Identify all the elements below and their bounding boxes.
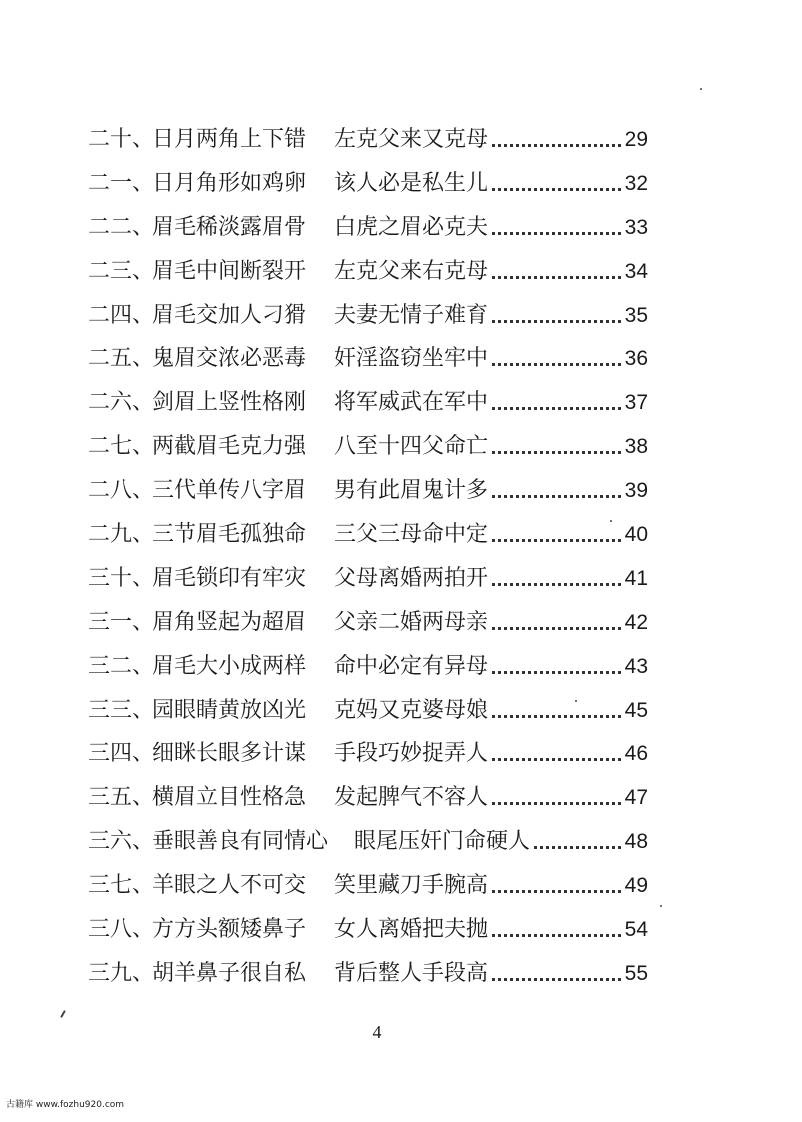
toc-entry[interactable] xyxy=(88,689,648,733)
entry-subtitle: 发起脾气不容人 xyxy=(334,785,489,811)
toc-entry[interactable] xyxy=(88,732,648,776)
entry-title: 三代单传八字眉 xyxy=(152,478,307,504)
dot-leader xyxy=(492,228,621,235)
entry-number: 三四、 xyxy=(88,741,155,767)
toc-entry[interactable] xyxy=(88,952,648,996)
entry-page-number: 38 xyxy=(624,435,648,459)
entry-page-number: 32 xyxy=(624,171,648,195)
toc-entry[interactable] xyxy=(88,469,648,513)
entry-number: 二十、 xyxy=(88,127,155,152)
entry-number: 二八、 xyxy=(88,478,155,504)
entry-title: 胡羊鼻子很自私 xyxy=(152,960,307,986)
entry-title: 眉毛交加人刁猾 xyxy=(152,302,307,328)
entry-number: 二九、 xyxy=(88,522,155,548)
dot-leader xyxy=(492,272,621,279)
dot-leader xyxy=(534,842,621,849)
dot-leader xyxy=(492,579,621,586)
toc-entry[interactable] xyxy=(88,820,648,864)
entry-title: 园眼睛黄放凶光 xyxy=(152,697,307,723)
dot-leader xyxy=(492,886,621,893)
entry-number: 三九、 xyxy=(88,960,155,986)
entry-page-number: 33 xyxy=(624,215,648,239)
toc-entry[interactable] xyxy=(88,381,648,425)
entry-page-number: 41 xyxy=(624,566,648,590)
entry-page-number: 36 xyxy=(624,347,648,371)
entry-subtitle: 八至十四父命亡 xyxy=(334,434,489,460)
entry-subtitle: 奸淫盗窃坐牢中 xyxy=(334,346,489,372)
entry-title: 三节眉毛孤独命 xyxy=(152,522,307,548)
entry-number: 二五、 xyxy=(88,346,155,372)
entry-title: 方方头额矮鼻子 xyxy=(152,917,307,943)
toc-entry[interactable] xyxy=(88,864,648,908)
entry-subtitle: 父母离婚两拍开 xyxy=(334,565,489,591)
entry-subtitle: 手段巧妙捉弄人 xyxy=(334,741,489,767)
entry-number: 二三、 xyxy=(88,258,155,284)
entry-title: 眉毛稀淡露眉骨 xyxy=(152,214,307,240)
entry-page-number: 39 xyxy=(624,479,648,503)
entry-page-number: 43 xyxy=(624,654,648,678)
entry-page-number: 37 xyxy=(624,391,648,415)
entry-page-number: 42 xyxy=(624,610,648,634)
entry-number: 三二、 xyxy=(88,653,155,679)
toc-entry[interactable] xyxy=(88,557,648,601)
entry-subtitle: 左克父来右克母 xyxy=(334,258,489,284)
entry-subtitle: 三父三母命中定 xyxy=(334,522,489,548)
entry-page-number: 35 xyxy=(624,303,648,327)
dot-leader xyxy=(492,930,621,937)
entry-number: 三八、 xyxy=(88,917,155,943)
toc-entry[interactable] xyxy=(88,425,648,469)
entry-subtitle: 父亲二婚两母亲 xyxy=(334,609,489,635)
entry-subtitle: 背后整人手段高 xyxy=(334,960,489,986)
dot-leader xyxy=(492,316,621,323)
dot-leader xyxy=(492,667,621,674)
entry-title: 横眉立目性格急 xyxy=(152,785,307,811)
entry-page-number: 46 xyxy=(624,742,648,766)
entry-subtitle: 将军威武在军中 xyxy=(334,390,489,416)
entry-subtitle: 克妈又克婆母娘 xyxy=(334,697,489,723)
dot-leader xyxy=(492,798,621,805)
entry-subtitle: 白虎之眉必克夫 xyxy=(334,214,489,240)
entry-subtitle: 左克父来又克母 xyxy=(334,127,489,152)
scan-speck xyxy=(610,520,612,522)
entry-number: 二一、 xyxy=(88,170,155,196)
toc-entry[interactable] xyxy=(88,162,648,206)
entry-number: 三三、 xyxy=(88,697,155,723)
entry-title: 垂眼善良有同情心 xyxy=(152,829,329,855)
entry-subtitle: 夫妻无情子难育 xyxy=(334,302,489,328)
entry-page-number: 48 xyxy=(624,830,648,854)
dot-leader xyxy=(492,754,621,761)
dot-leader xyxy=(492,359,621,366)
entry-number: 三十、 xyxy=(88,565,155,591)
entry-page-number: 47 xyxy=(624,786,648,810)
toc-entry[interactable] xyxy=(88,908,648,952)
entry-subtitle: 命中必定有异母 xyxy=(334,653,489,679)
entry-title: 日月两角上下错 xyxy=(152,127,307,152)
entry-title: 剑眉上竖性格刚 xyxy=(152,390,307,416)
entry-title: 眉毛大小成两样 xyxy=(152,653,307,679)
entry-title: 羊眼之人不可交 xyxy=(152,873,307,899)
entry-number: 三六、 xyxy=(88,829,155,855)
entry-page-number: 40 xyxy=(624,523,648,547)
toc-entry[interactable] xyxy=(88,776,648,820)
entry-page-number: 55 xyxy=(624,961,648,985)
dot-leader xyxy=(492,403,621,410)
toc-entry[interactable] xyxy=(88,118,648,162)
toc-entry[interactable] xyxy=(88,601,648,645)
toc-entry[interactable] xyxy=(88,337,648,381)
page-number: 4 xyxy=(372,1022,382,1042)
dot-leader xyxy=(492,623,621,630)
entry-number: 三一、 xyxy=(88,609,155,635)
entry-page-number: 45 xyxy=(624,698,648,722)
scan-speck xyxy=(660,905,662,907)
scan-speck xyxy=(700,88,702,90)
scan-speck xyxy=(60,1010,66,1018)
dot-leader xyxy=(492,711,621,718)
entry-title: 日月角形如鸡卵 xyxy=(152,170,307,196)
entry-page-number: 34 xyxy=(624,259,648,283)
entry-page-number: 49 xyxy=(624,874,648,898)
toc-entry[interactable] xyxy=(88,294,648,338)
entry-title: 细眯长眼多计谋 xyxy=(152,741,307,767)
watermark: 古籍库 www.fozhu920.com xyxy=(6,1100,125,1110)
entry-number: 三五、 xyxy=(88,785,155,811)
entry-title: 鬼眉交浓必恶毒 xyxy=(152,346,307,372)
dot-leader xyxy=(492,184,621,191)
entry-subtitle: 笑里藏刀手腕高 xyxy=(334,873,489,899)
toc-entry[interactable] xyxy=(88,645,648,689)
entry-page-number: 29 xyxy=(624,128,648,151)
entry-number: 二六、 xyxy=(88,390,155,416)
dot-leader xyxy=(492,974,621,981)
entry-title: 眉毛中间断裂开 xyxy=(152,258,307,284)
toc-entry[interactable] xyxy=(88,513,648,557)
entry-title: 眉毛锁印有牢灾 xyxy=(152,565,307,591)
dot-leader xyxy=(492,140,621,147)
toc-entry[interactable] xyxy=(88,250,648,294)
toc-entry[interactable] xyxy=(88,206,648,250)
dot-leader xyxy=(492,535,621,542)
dot-leader xyxy=(492,447,621,454)
entry-subtitle: 该人必是私生儿 xyxy=(334,170,489,196)
entry-number: 二七、 xyxy=(88,434,155,460)
dot-leader xyxy=(492,491,621,498)
entry-subtitle: 男有此眉鬼计多 xyxy=(334,478,489,504)
entry-title: 眉角竖起为超眉 xyxy=(152,609,307,635)
entry-number: 二二、 xyxy=(88,214,155,240)
entry-number: 三七、 xyxy=(88,873,155,899)
table-of-contents xyxy=(88,118,648,996)
entry-subtitle: 眼尾压奸门命硬人 xyxy=(354,829,531,855)
entry-subtitle: 女人离婚把夫抛 xyxy=(334,917,489,943)
entry-title: 两截眉毛克力强 xyxy=(152,434,307,460)
scan-speck xyxy=(575,700,577,702)
entry-page-number: 54 xyxy=(624,918,648,942)
entry-number: 二四、 xyxy=(88,302,155,328)
